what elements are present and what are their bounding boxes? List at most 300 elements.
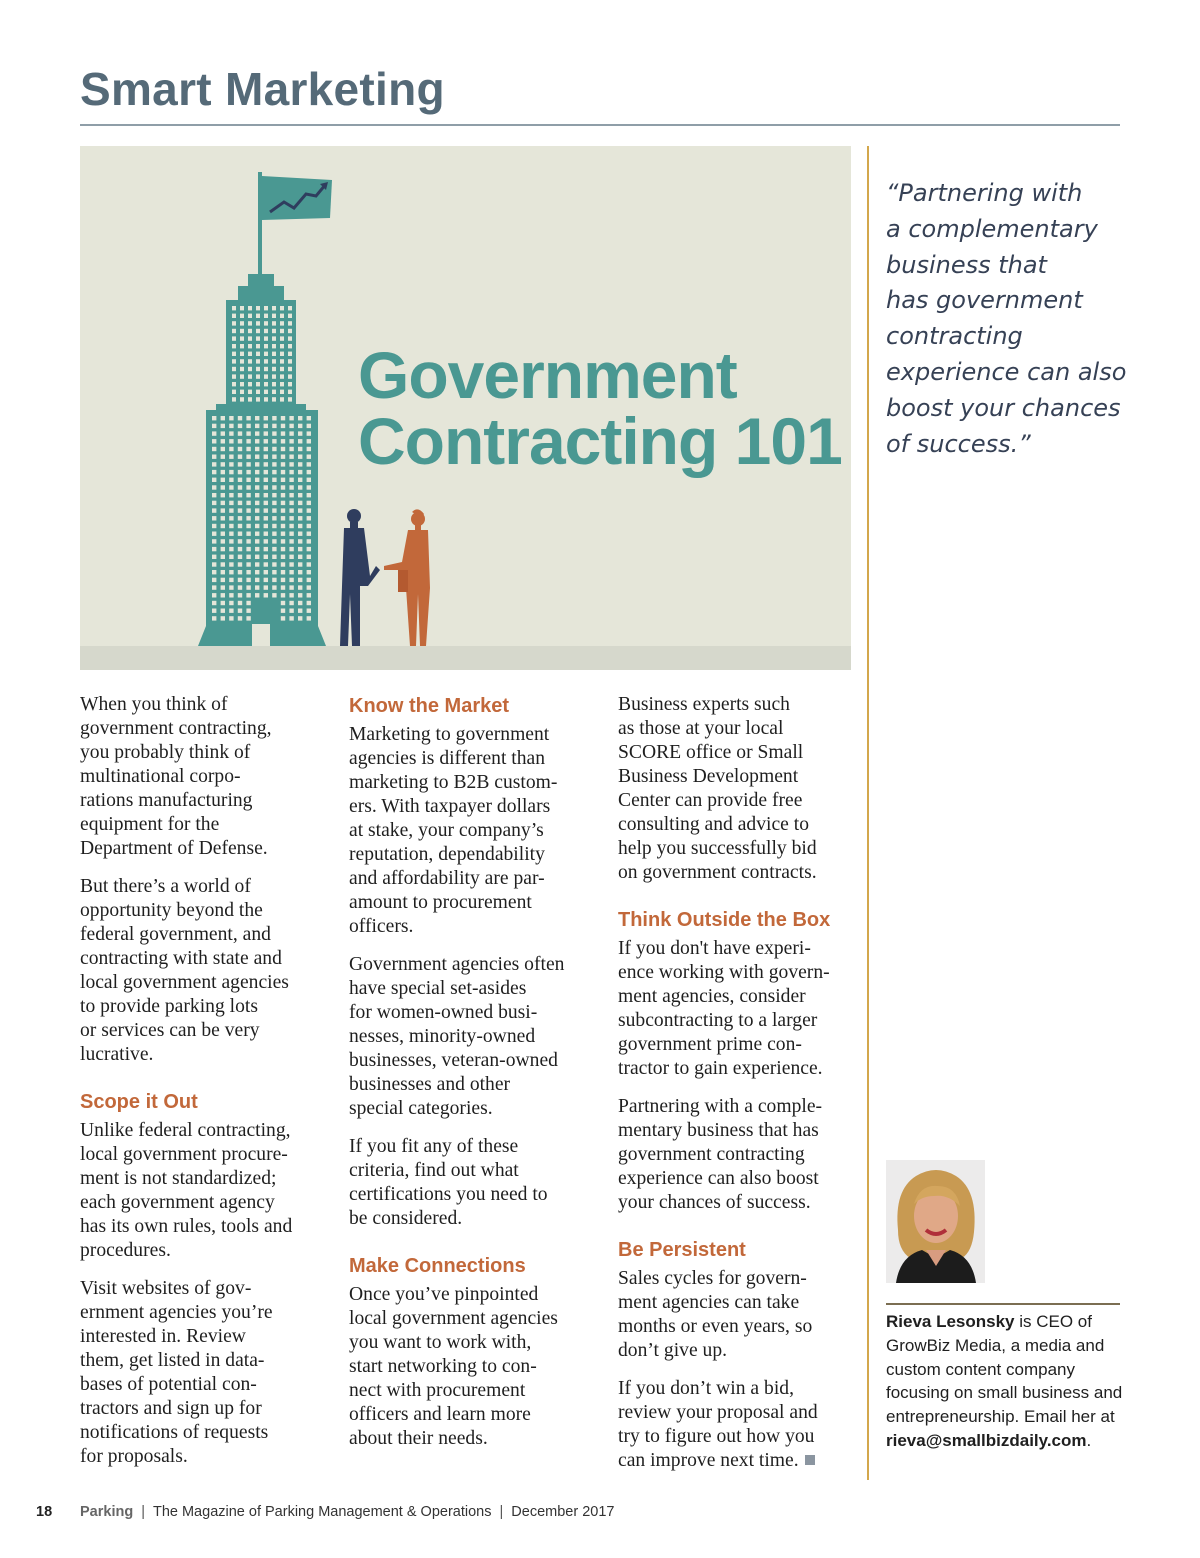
door [252, 624, 270, 646]
window [229, 585, 233, 589]
text-line: If you fit any of these [349, 1136, 519, 1157]
hero-illustration [80, 146, 851, 670]
window [289, 485, 293, 489]
subheading-scope-it-out: Scope it Out [80, 1091, 198, 1113]
window [232, 367, 236, 371]
bio-rule [886, 1303, 1120, 1305]
text-line: to provide parking lots [80, 996, 258, 1017]
window [288, 367, 292, 371]
window [307, 539, 311, 543]
text-line: at stake, your company’s [349, 820, 544, 841]
window [255, 493, 259, 497]
window [221, 455, 225, 459]
pull-quote-line: boost your chances [886, 393, 1121, 422]
window [280, 374, 284, 378]
window [307, 462, 311, 466]
author-bio [886, 1310, 1126, 1453]
window [256, 382, 260, 386]
window [264, 493, 268, 497]
window [246, 609, 250, 613]
subheading-make-connections: Make Connections [349, 1255, 526, 1277]
window [281, 439, 285, 443]
window [232, 314, 236, 318]
window [289, 470, 293, 474]
window [232, 336, 236, 340]
window [264, 374, 268, 378]
window [246, 593, 250, 597]
text-line: local government agencies [80, 972, 289, 993]
window [246, 493, 250, 497]
text-line: experience can also boost [618, 1168, 819, 1189]
window [229, 508, 233, 512]
window [212, 416, 216, 420]
window [256, 336, 260, 340]
text-line: criteria, find out what [349, 1160, 519, 1181]
window [307, 493, 311, 497]
bio-text: focusing on small business and [886, 1383, 1123, 1403]
bio-text: . [1086, 1430, 1092, 1450]
window [298, 424, 302, 428]
text-line: and affordability are par- [349, 868, 545, 889]
text-line [618, 1449, 863, 1473]
window [238, 601, 242, 605]
window [307, 562, 311, 566]
window [238, 562, 242, 566]
window [298, 478, 302, 482]
text-line: local government procure- [80, 1144, 288, 1165]
window [229, 562, 233, 566]
window [221, 470, 225, 474]
window [307, 478, 311, 482]
window [272, 516, 276, 520]
window [255, 524, 259, 528]
window [255, 539, 259, 543]
window [232, 329, 236, 333]
author-email-link[interactable]: rieva@smallbizdaily.com [886, 1430, 1087, 1450]
window [307, 585, 311, 589]
text-line: Sales cycles for govern- [618, 1268, 807, 1289]
window [240, 306, 244, 310]
window [272, 431, 276, 435]
window [238, 447, 242, 451]
window [212, 562, 216, 566]
text-line: about their needs. [349, 1428, 488, 1449]
text-line: marketing to B2B custom- [349, 772, 558, 793]
window [264, 508, 268, 512]
page-number: 18 [36, 1504, 53, 1520]
hero-title [358, 338, 842, 478]
window [298, 539, 302, 543]
window [232, 359, 236, 363]
paragraph [618, 1095, 863, 1215]
page-footer [36, 1500, 614, 1524]
window [289, 539, 293, 543]
window [212, 424, 216, 428]
window [298, 578, 302, 582]
window [248, 397, 252, 401]
window [212, 508, 216, 512]
footer-separator: | [499, 1504, 504, 1520]
window [229, 439, 233, 443]
window [307, 555, 311, 559]
window [289, 547, 293, 551]
window [280, 390, 284, 394]
window [238, 539, 242, 543]
window [255, 501, 259, 505]
window [212, 609, 216, 613]
text-line: businesses, veteran-owned [349, 1050, 558, 1071]
window [246, 501, 250, 505]
text-line: amount to procurement [349, 892, 532, 913]
window [221, 493, 225, 497]
window [280, 329, 284, 333]
window [307, 524, 311, 528]
window [264, 524, 268, 528]
window [307, 508, 311, 512]
window [238, 416, 242, 420]
window [255, 578, 259, 582]
window [240, 344, 244, 348]
window [289, 593, 293, 597]
window [246, 539, 250, 543]
window [246, 455, 250, 459]
window [256, 321, 260, 325]
window [229, 501, 233, 505]
window [264, 344, 268, 348]
text-line: reputation, dependability [349, 844, 545, 865]
businessman [340, 509, 380, 646]
window [307, 501, 311, 505]
text-line: have special set-asides [349, 978, 527, 999]
window [238, 593, 242, 597]
window [307, 616, 311, 620]
window [272, 539, 276, 543]
window [272, 508, 276, 512]
window [288, 344, 292, 348]
window [248, 344, 252, 348]
text-line: Center can provide free [618, 790, 803, 811]
paragraph [349, 953, 594, 1121]
window [255, 439, 259, 443]
window [272, 470, 276, 474]
window [298, 470, 302, 474]
paragraph [618, 693, 863, 885]
window [238, 470, 242, 474]
paragraph [618, 937, 863, 1081]
window [289, 524, 293, 528]
window [255, 570, 259, 574]
window [272, 374, 276, 378]
window [256, 359, 260, 363]
paragraph [349, 1135, 594, 1231]
window [255, 424, 259, 428]
window [307, 609, 311, 613]
window [229, 485, 233, 489]
pull-quote-line: has government [886, 286, 1083, 315]
window [255, 485, 259, 489]
text-line: for women-owned busi- [349, 1002, 538, 1023]
window [289, 601, 293, 605]
window [272, 314, 276, 318]
window [229, 493, 233, 497]
window [221, 447, 225, 451]
section-title: Smart Marketing [80, 63, 445, 115]
window [255, 462, 259, 466]
window [221, 539, 225, 543]
window [229, 601, 233, 605]
window [288, 314, 292, 318]
window [246, 562, 250, 566]
window [238, 455, 242, 459]
window [232, 344, 236, 348]
window [229, 424, 233, 428]
window [232, 321, 236, 325]
pull-quote-line: contracting [886, 322, 1023, 351]
window [240, 321, 244, 325]
window [221, 524, 225, 528]
text-line: has its own rules, tools and [80, 1216, 293, 1237]
window [281, 485, 285, 489]
text-line: ence working with govern- [618, 962, 830, 983]
window [212, 455, 216, 459]
window [264, 501, 268, 505]
window [280, 397, 284, 401]
text-line: them, get listed in data- [80, 1350, 265, 1371]
window [281, 508, 285, 512]
window [281, 585, 285, 589]
window [289, 424, 293, 428]
article-column-2 [349, 693, 594, 1465]
pull-quote [886, 176, 1126, 462]
window [272, 501, 276, 505]
window [255, 447, 259, 451]
text-line: Business Development [618, 766, 799, 787]
window [264, 555, 268, 559]
window [264, 321, 268, 325]
window [246, 601, 250, 605]
window [229, 555, 233, 559]
window [264, 478, 268, 482]
window [264, 397, 268, 401]
window [281, 493, 285, 497]
text-line: nect with procurement [349, 1380, 526, 1401]
businesswoman [384, 509, 430, 646]
window [238, 578, 242, 582]
window [212, 447, 216, 451]
window [246, 547, 250, 551]
text-line: start networking to con- [349, 1356, 537, 1377]
magazine-subtitle: The Magazine of Parking Management & Operations [152, 1504, 492, 1520]
window [212, 462, 216, 466]
text-line: Government agencies often [349, 954, 565, 975]
text-line: certifications you need to [349, 1184, 548, 1205]
text-line: ernment agencies you’re [80, 1302, 273, 1323]
window [307, 431, 311, 435]
window [240, 367, 244, 371]
text-line: government prime con- [618, 1034, 802, 1055]
window [264, 547, 268, 551]
window [298, 570, 302, 574]
window [272, 336, 276, 340]
window [288, 374, 292, 378]
text-line: multinational corpo- [80, 766, 241, 787]
window [229, 524, 233, 528]
window [229, 547, 233, 551]
window [238, 493, 242, 497]
window [307, 570, 311, 574]
text-line: equipment for the [80, 814, 220, 835]
window [281, 431, 285, 435]
paragraph [349, 723, 594, 939]
window [264, 336, 268, 340]
window [264, 431, 268, 435]
footer-separator: | [141, 1504, 145, 1520]
text-line: tractors and sign up for [80, 1398, 262, 1419]
window [289, 609, 293, 613]
window [248, 321, 252, 325]
text-line: bases of potential con- [80, 1374, 257, 1395]
window [240, 390, 244, 394]
window [280, 352, 284, 356]
window [221, 562, 225, 566]
window [221, 547, 225, 551]
window [288, 390, 292, 394]
pull-quote-line: business that [886, 250, 1047, 279]
window [264, 532, 268, 536]
window [221, 462, 225, 466]
window [307, 455, 311, 459]
window [272, 478, 276, 482]
window [256, 329, 260, 333]
window [281, 547, 285, 551]
window [272, 462, 276, 466]
text-line: ment is not standardized; [80, 1168, 277, 1189]
window [229, 516, 233, 520]
window [246, 416, 250, 420]
window [248, 374, 252, 378]
window [281, 609, 285, 613]
window [289, 447, 293, 451]
paragraph [80, 1277, 325, 1469]
window [248, 382, 252, 386]
issue-date: December 2017 [511, 1504, 615, 1520]
window [221, 424, 225, 428]
window [281, 462, 285, 466]
window [281, 578, 285, 582]
window [246, 570, 250, 574]
text-line: contracting with state and [80, 948, 282, 969]
window [212, 555, 216, 559]
window [289, 562, 293, 566]
text-line: lucrative. [80, 1044, 154, 1065]
window [238, 532, 242, 536]
window [288, 397, 292, 401]
window [272, 352, 276, 356]
window [289, 431, 293, 435]
window [298, 601, 302, 605]
end-of-article-mark [805, 1455, 815, 1465]
window [212, 493, 216, 497]
text-line: officers and learn more [349, 1404, 531, 1425]
text-line: If you don't have experi- [618, 938, 811, 959]
author-name: Rieva Lesonsky [886, 1312, 1015, 1331]
paragraph-final [618, 1377, 863, 1473]
window [307, 416, 311, 420]
window [264, 424, 268, 428]
window [298, 416, 302, 420]
window [212, 485, 216, 489]
window [272, 555, 276, 559]
window [221, 555, 225, 559]
window [288, 321, 292, 325]
text-line: or services can be very [80, 1020, 260, 1041]
subheading-think-outside-the-box: Think Outside the Box [618, 909, 831, 931]
article-column-3 [618, 693, 863, 1487]
paragraph [349, 1283, 594, 1451]
window [272, 359, 276, 363]
window [232, 390, 236, 394]
window [298, 455, 302, 459]
text-line: ers. With taxpayer dollars [349, 796, 551, 817]
bio-text: GrowBiz Media, a media and [886, 1335, 1105, 1355]
window [229, 609, 233, 613]
pull-quote-line: “Partnering with [886, 179, 1083, 207]
window [281, 601, 285, 605]
window [256, 397, 260, 401]
window [272, 547, 276, 551]
bio-text: custom content company [886, 1359, 1075, 1379]
window [280, 382, 284, 386]
window [281, 516, 285, 520]
window [272, 455, 276, 459]
window [289, 585, 293, 589]
window [272, 532, 276, 536]
text-line: Once you’ve pinpointed [349, 1284, 539, 1305]
window [238, 616, 242, 620]
window [212, 585, 216, 589]
window [229, 539, 233, 543]
window [264, 570, 268, 574]
window [264, 462, 268, 466]
ground [80, 646, 851, 670]
window [272, 321, 276, 325]
window [264, 470, 268, 474]
window [289, 493, 293, 497]
window [221, 501, 225, 505]
window [238, 555, 242, 559]
window [264, 352, 268, 356]
article-column-1 [80, 693, 325, 1483]
text-line: be considered. [349, 1208, 463, 1229]
window [255, 585, 259, 589]
window [232, 374, 236, 378]
text-line: ment agencies can take [618, 1292, 800, 1313]
text-line: you probably think of [80, 742, 251, 763]
window [246, 447, 250, 451]
window [212, 539, 216, 543]
window [289, 478, 293, 482]
window [232, 352, 236, 356]
window [289, 516, 293, 520]
window [212, 516, 216, 520]
window [246, 431, 250, 435]
window [238, 547, 242, 551]
bio-text: is CEO of [1014, 1312, 1092, 1331]
window [212, 616, 216, 620]
text-line: Visit websites of gov- [80, 1278, 252, 1299]
window [272, 416, 276, 420]
window [264, 585, 268, 589]
